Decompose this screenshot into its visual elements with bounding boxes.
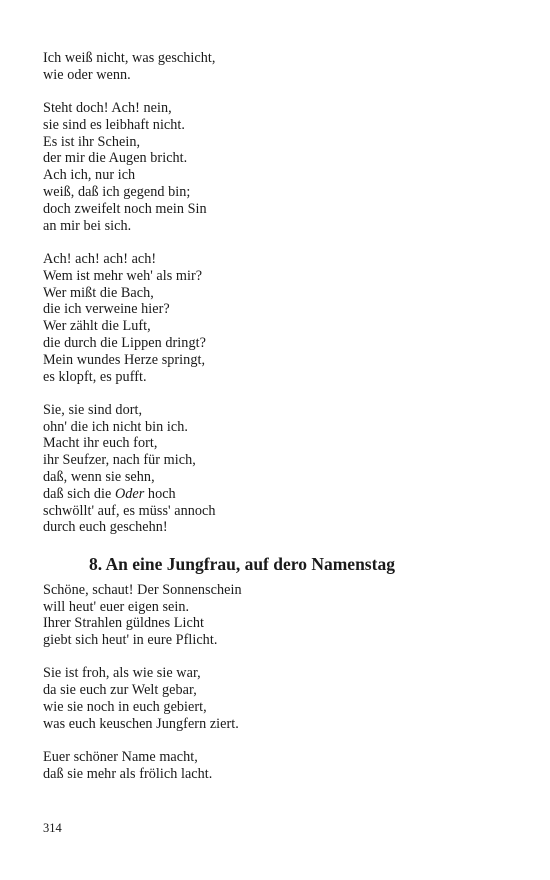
poem-line: Sie ist froh, als wie sie war, — [43, 665, 201, 682]
poem-line: Wem ist mehr weh' als mir? — [43, 267, 203, 284]
stanza — [43, 100, 503, 234]
poem-line: es klopft, es pufft. — [43, 368, 147, 385]
poem-line: da sie euch zur Welt gebar, — [43, 682, 197, 699]
poem-line: sie sind es leibhaft nicht. — [43, 116, 186, 133]
poem-line: der mir die Augen bricht. — [43, 150, 188, 167]
poem-line: Wer mißt die Bach, — [43, 284, 154, 301]
stanza — [43, 251, 503, 385]
stanza — [43, 50, 503, 84]
poem-line: Macht ihr euch fort, — [43, 435, 158, 452]
poem-line: Ihrer Strahlen güldnes Licht — [43, 615, 204, 632]
poem-line: ohn' die ich nicht bin ich. — [43, 418, 188, 435]
poem-line: an mir bei sich. — [43, 217, 132, 234]
poem-line: Steht doch! Ach! nein, — [43, 100, 172, 117]
poem-line: Ach! ach! ach! ach! — [43, 250, 157, 267]
poem-line: daß, wenn sie sehn, — [43, 469, 155, 486]
poem-line: wie oder wenn. — [43, 66, 131, 83]
poem-line: giebt sich heut' in eure Pflicht. — [43, 632, 218, 649]
poem-line: Sie, sie sind dort, — [43, 401, 143, 418]
poem-line: die durch die Lippen dringt? — [43, 334, 206, 351]
poem-line: daß sich die Oder hoch — [43, 485, 176, 502]
poem-line: Schöne, schaut! Der Sonnenschein — [43, 581, 242, 598]
poem-line: weiß, daß ich gegend bin; — [43, 184, 191, 201]
poem-line: Mein wundes Herze springt, — [43, 351, 206, 368]
stanza — [43, 582, 503, 649]
poem-line: wie sie noch in euch gebiert, — [43, 699, 207, 715]
poem-line: Wer zählt die Luft, — [43, 318, 151, 335]
poem-line: was euch keuschen Jungfern ziert. — [43, 715, 239, 732]
poem-line: durch euch geschehn! — [43, 519, 168, 536]
stanza — [43, 749, 503, 783]
poem-heading: 8. An eine Jungfrau, auf dero Namenstag — [89, 553, 395, 574]
poem-line: ihr Seufzer, nach für mich, — [43, 452, 196, 469]
page-number: 314 — [43, 821, 62, 835]
poem-line: die ich verweine hier? — [43, 301, 170, 318]
poem-text — [43, 50, 503, 799]
stanza — [43, 665, 503, 732]
poem-line: will heut' euer eigen sein. — [43, 598, 190, 615]
poem-line: Ach ich, nur ich — [43, 167, 136, 184]
poem-line: schwöllt' auf, es müss' annoch — [43, 502, 216, 519]
poem-line: Ich weiß nicht, was geschicht, — [43, 50, 216, 66]
poem-line: Euer schöner Name macht, — [43, 749, 198, 766]
poem-line: doch zweifelt noch mein Sin — [43, 200, 207, 217]
poem-line: daß sie mehr als frölich lacht. — [43, 765, 213, 782]
stanza — [43, 402, 503, 536]
poem-line: Es ist ihr Schein, — [43, 133, 141, 150]
